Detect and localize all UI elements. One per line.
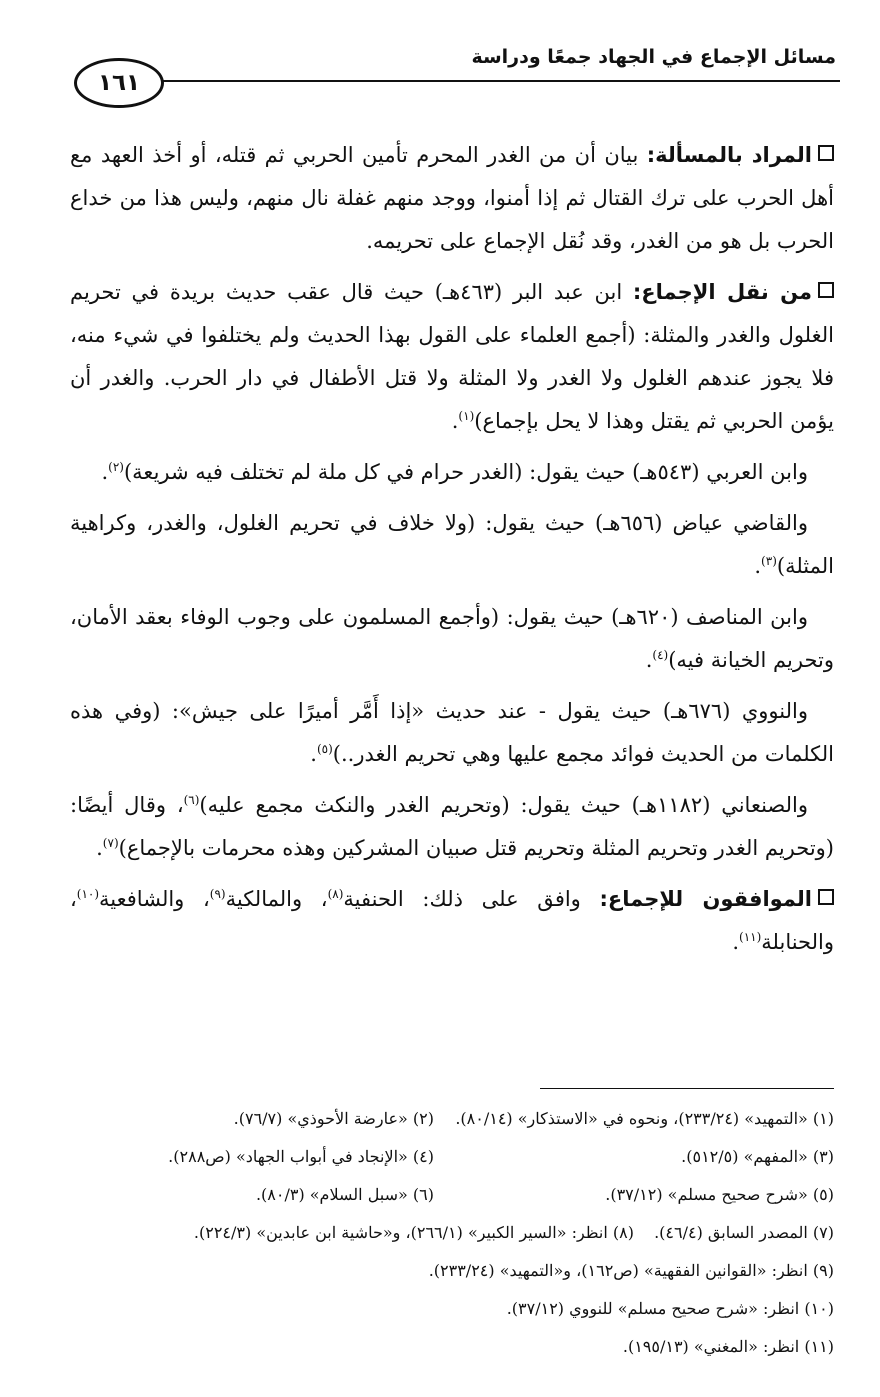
paragraph-text: والنووي (٦٧٦هـ) حيث يقول - عند حديث «إذا أَمَّر أميرًا على جيش»: (وفي هذه الكلمات من الحديث فوائد مجمع عليها وهي تحريم الغدر..) [70,699,834,766]
paragraph-nawawi [70,690,834,776]
footnote: (٨) انظر: «السير الكبير» (٢٦٦/١)، و«حاشية ابن عابدين» (٢٢٤/٣). [193,1223,634,1242]
footnote-ref[interactable]: (١١) [739,930,762,944]
paragraph-end: . [451,409,459,433]
paragraph-text: ، والشافعية [99,887,210,911]
header-rule [150,80,840,82]
footnote-ref[interactable]: (١٠) [76,887,100,901]
paragraph-end: . [96,836,103,860]
running-title: مسائل الإجماع في الجهاد جمعًا ودراسة [471,46,836,68]
footnote: (١١) انظر: «المغني» (١٩٥/١٣). [622,1337,834,1356]
paragraph-end: . [645,648,653,672]
footnote-ref[interactable]: (٩) [209,887,226,901]
footnote-ref[interactable]: (٢) [108,460,124,474]
paragraph-text: والقاضي عياض (٦٥٦هـ) حيث يقول: (ولا خلاف في تحريم الغلول، والغدر، وكراهية المثلة) [70,511,834,578]
footnotes [70,1100,834,1366]
paragraph-intent [70,134,834,263]
page-number: ١٦١ [74,58,164,108]
paragraph-sanani [70,784,834,870]
footnote: (٦) «سبل السلام» (٨٠/٣). [255,1185,434,1204]
footnote-row [70,1100,834,1138]
footnote-ref[interactable]: (٤) [652,648,669,662]
paragraph-concurring [70,878,834,964]
square-bullet-icon [818,889,834,905]
footnote-ref[interactable]: (٣) [761,554,777,568]
paragraph-text: ، وقال أيضًا: (وتحريم الغدر وتحريم المثلة وتحريم قتل صبيان المشركين وهذه محرمات بالإجماع) [70,793,834,860]
footnote-ref[interactable]: (٨) [327,887,344,901]
footnote-row [70,1290,834,1328]
paragraph-text: ، والحنابلة [70,887,834,954]
footnote-ref[interactable]: (٧) [102,836,119,850]
paragraph-qadi-iyad [70,502,834,588]
square-bullet-icon [818,282,834,298]
main-text [70,134,834,972]
footnote: (٤) «الإنجاد في أبواب الجهاد» (ص٢٨٨). [168,1147,434,1166]
page-header [0,0,880,110]
paragraph-transmitters [70,271,834,443]
footnote: (١) «التمهيد» (٢٣٣/٢٤)، ونحوه في «الاستذكار» (٨٠/١٤). [455,1109,834,1128]
footnote-ref[interactable]: (٦) [183,793,200,807]
footnote-row [70,1252,834,1290]
square-bullet-icon [818,145,834,161]
footnote-row [70,1214,834,1252]
paragraph-text: بيان أن من الغدر المحرم تأمين الحربي ثم قتله، أو أخذ العهد مع أهل الحرب على ترك القتال ثم إذا أمنوا، ووجد منهم غفلة نال منهم، وليس هذا من خداع الحرب بل هو من الغدر، وقد نُقل الإجماع على تحريمه. [70,143,834,253]
paragraph-ibn-alarabi [70,451,834,494]
footnote: (٧) المصدر السابق (٤٦/٤). [654,1223,834,1242]
footnote-row [70,1138,834,1176]
paragraph-ibn-almunasif [70,596,834,682]
footnote-ref[interactable]: (١) [458,409,475,423]
footnote: (٥) «شرح صحيح مسلم» (٣٧/١٢). [605,1185,834,1204]
footnote-ref[interactable]: (٥) [316,742,333,756]
footnote: (١٠) انظر: «شرح صحيح مسلم» للنووي (٣٧/١٢). [506,1299,834,1318]
footnote-row [70,1328,834,1366]
paragraph-heading: الموافقون للإجماع: [599,887,812,911]
paragraph-text: وابن المناصف (٦٢٠هـ) حيث يقول: (وأجمع المسلمون على وجوب الوفاء بعقد الأمان، وتحريم الخيانة فيه) [70,605,834,672]
paragraph-end: . [101,460,109,484]
paragraph-text: وافق على ذلك: الحنفية [343,887,600,911]
paragraph-end: . [310,742,317,766]
footnote: (٣) «المفهم» (٥١٢/٥). [681,1147,834,1166]
paragraph-end: . [732,930,739,954]
footnote-row [70,1176,834,1214]
footnote-separator [540,1088,834,1089]
paragraph-text: ، والمالكية [225,887,328,911]
footnote: (٩) انظر: «القوانين الفقهية» (ص١٦٢)، و«التمهيد» (٢٣٣/٢٤). [428,1261,834,1280]
paragraph-text: ابن عبد البر (٤٦٣هـ) حيث قال عقب حديث بريدة في تحريم الغلول والغدر والمثلة: (أجمع العلماء على القول بهذا الحديث ولم يختلفوا في شيء منه، فلا يجوز عندهم الغلول ولا الغدر ولا المثلة ولا قتل الأطفال في دار الحرب. والغدر أن يؤمن الحربي ثم يقتل وهذا لا يحل بإجماع) [70,280,834,433]
paragraph-end: . [754,554,762,578]
paragraph-heading: من نقل الإجماع: [632,280,812,304]
paragraph-heading: المراد بالمسألة: [646,143,812,167]
paragraph-text: وابن العربي (٥٤٣هـ) حيث يقول: (الغدر حرام في كل ملة لم تختلف فيه شريعة) [123,460,808,484]
footnote: (٢) «عارضة الأحوذي» (٧٦/٧). [233,1109,434,1128]
paragraph-text: والصنعاني (١١٨٢هـ) حيث يقول: (وتحريم الغدر والنكث مجمع عليه) [199,793,809,817]
